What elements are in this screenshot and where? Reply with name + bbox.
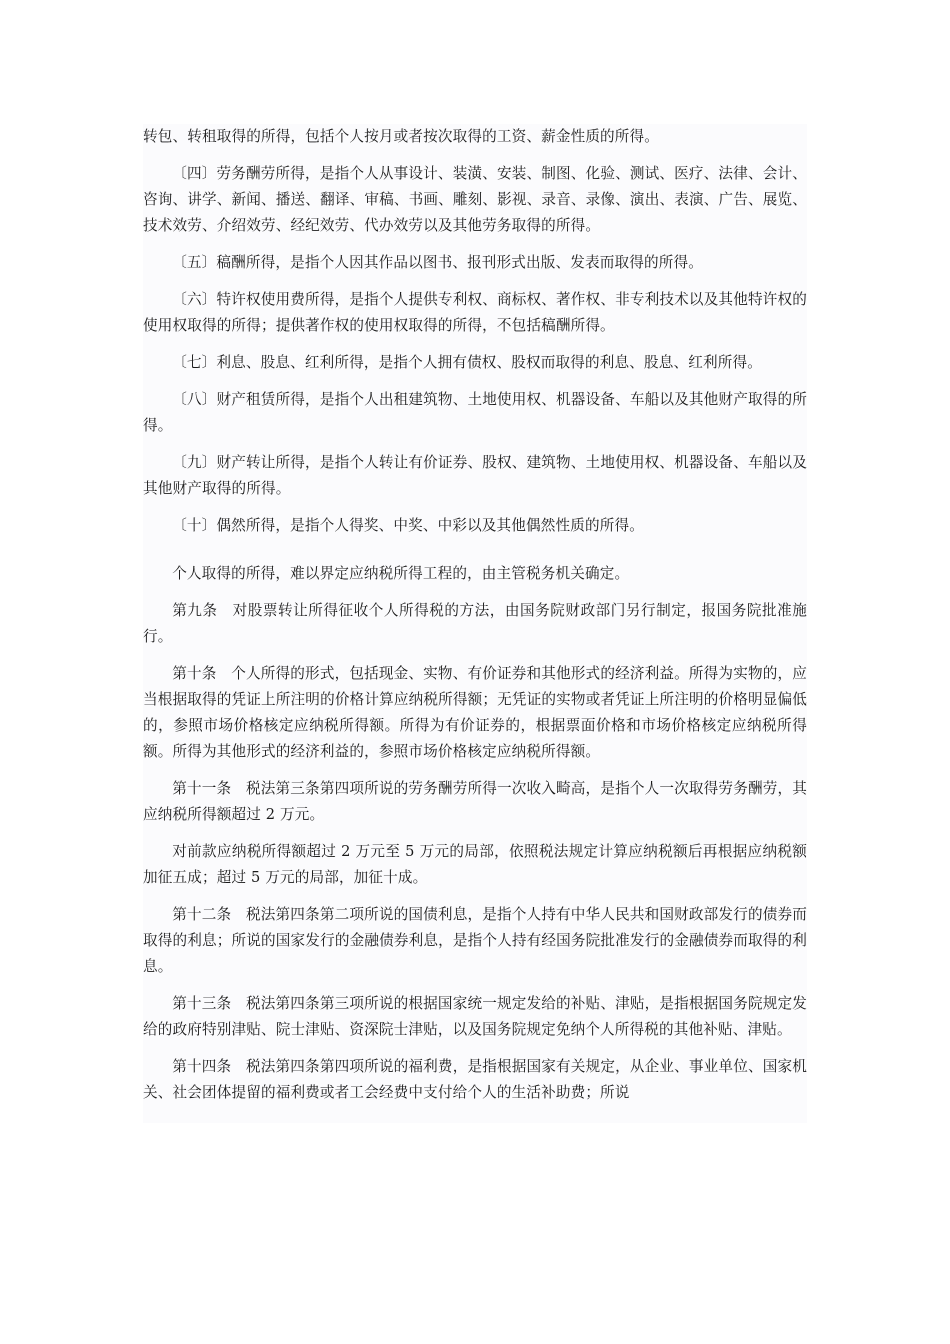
- paragraph-article-14: 第十四条 税法第四条第四项所说的福利费，是指根据国家有关规定，从企业、事业单位、国家机关、社会团体提留的福利费或者工会经费中支付给个人的生活补助费；所说: [143, 1058, 807, 1101]
- paragraph-income-category-determination: 个人取得的所得，难以界定应纳税所得工程的，由主管税务机关确定。: [172, 565, 630, 582]
- document-body: [143, 124, 807, 1123]
- paragraph-article-12: 第十二条 税法第四条第二项所说的国债利息，是指个人持有中华人民共和国财政部发行的债券而取得的利息；所说的国家发行的金融债券利息，是指个人持有经国务院批准发行的金融债券而取得的利息。: [143, 906, 807, 975]
- paragraph-article-11: 第十一条 税法第三条第四项所说的劳务酬劳所得一次收入畸高，是指个人一次取得劳务酬劳，其应纳税所得额超过 2 万元。: [143, 780, 807, 823]
- paragraph-royalty-income: 〔六〕特许权使用费所得，是指个人提供专利权、商标权、著作权、非专利技术以及其他特许权的使用权取得的所得；提供著作权的使用权取得的所得，不包括稿酬所得。: [143, 291, 807, 334]
- paragraph-property-transfer: 〔九〕财产转让所得，是指个人转让有价证券、股权、建筑物、土地使用权、机器设备、车船以及其他财产取得的所得。: [143, 454, 807, 497]
- paragraph-labor-remuneration: 〔四〕劳务酬劳所得，是指个人从事设计、装潢、安装、制图、化验、测试、医疗、法律、会计、咨询、讲学、新闻、播送、翻译、审稿、书画、雕刻、影视、录音、录像、演出、表演、广告、展览、技术效劳、介绍效劳、经纪效劳、代办效劳以及其他劳务取得的所得。: [143, 165, 807, 234]
- paragraph-article-10: 第十条 个人所得的形式，包括现金、实物、有价证券和其他形式的经济利益。所得为实物的，应当根据取得的凭证上所注明的价格计算应纳税所得额；无凭证的实物或者凭证上所注明的价格明显偏低的，参照市场价格核定应纳税所得额。所得为有价证券的，根据票面价格和市场价格核定应纳税所得额。所得为其他形式的经济利益的，参照市场价格核定应纳税所得额。: [143, 665, 807, 760]
- paragraph-property-lease: 〔八〕财产租赁所得，是指个人出租建筑物、土地使用权、机器设备、车船以及其他财产取得的所得。: [143, 391, 807, 434]
- paragraph-article-11-surcharge: 对前款应纳税所得额超过 2 万元至 5 万元的局部，依照税法规定计算应纳税额后再根据应纳税额加征五成；超过 5 万元的局部，加征十成。: [143, 843, 807, 886]
- paragraph-interest-dividend: 〔七〕利息、股息、红利所得，是指个人拥有债权、股权而取得的利息、股息、红利所得。: [172, 354, 762, 371]
- paragraph-author-remuneration: 〔五〕稿酬所得，是指个人因其作品以图书、报刊形式出版、发表而取得的所得。: [172, 254, 703, 271]
- paragraph-incidental-income: 〔十〕偶然所得，是指个人得奖、中奖、中彩以及其他偶然性质的所得。: [172, 517, 644, 534]
- paragraph-article-13: 第十三条 税法第四条第三项所说的根据国家统一规定发给的补贴、津贴，是指根据国务院规定发给的政府特别津贴、院士津贴、资深院士津贴，以及国务院规定免纳个人所得税的其他补贴、津贴。: [143, 995, 807, 1038]
- paragraph-wage-income-continued: 转包、转租取得的所得，包括个人按月或者按次取得的工资、薪金性质的所得。: [143, 128, 660, 145]
- paragraph-article-9: 第九条 对股票转让所得征收个人所得税的方法，由国务院财政部门另行制定，报国务院批准施行。: [143, 602, 807, 645]
